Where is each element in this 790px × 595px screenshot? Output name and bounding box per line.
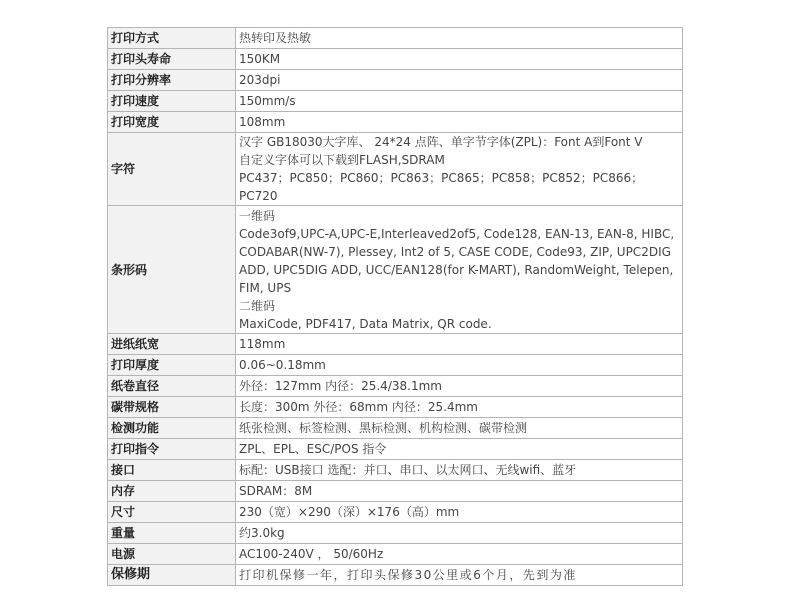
spec-label: 条形码 (108, 206, 236, 334)
spec-value-line: PC437；PC850；PC860；PC863；PC865；PC858；PC852；PC866；PC720 (239, 171, 644, 203)
spec-value-line: 热转印及热敏 (239, 31, 312, 45)
spec-value-line: AC100-240V ， 50/60Hz (239, 547, 384, 561)
spec-row (108, 397, 683, 418)
spec-value (236, 523, 683, 544)
spec-row (108, 355, 683, 376)
spec-label: 保修期 (108, 565, 236, 586)
spec-row (108, 502, 683, 523)
spec-value-line: 108mm (239, 115, 286, 129)
spec-value (236, 418, 683, 439)
spec-value-line: 230（宽）×290（深）×176（高）mm (239, 505, 460, 519)
spec-value (236, 502, 683, 523)
spec-row (108, 334, 683, 355)
spec-value-line: CODABAR(NW-7), Plessey, Int2 of 5, CASE CODE, Code93, ZIP, UPC2DIG (239, 244, 671, 259)
spec-value-line: 纸张检测、标签检测、黑标检测、机构检测、碳带检测 (239, 421, 528, 435)
spec-label: 内存 (108, 481, 236, 502)
spec-value (236, 397, 683, 418)
spec-value-line: 外径：127mm 内径：25.4/38.1mm (239, 379, 442, 393)
spec-value-line: 自定义字体可以下载到FLASH,SDRAM (239, 153, 445, 167)
spec-value (236, 112, 683, 133)
spec-value (236, 334, 683, 355)
spec-label: 尺寸 (108, 502, 236, 523)
spec-value-line: ADD, UPC5DIG ADD, UCC/EAN128(for K-MART), RandomWeight, Telepen, (239, 262, 674, 277)
spec-row (108, 544, 683, 565)
spec-row (108, 439, 683, 460)
spec-value-line: MaxiCode, PDF417, Data Matrix, QR code. (239, 316, 492, 331)
spec-value (236, 355, 683, 376)
spec-value-line: ZPL、EPL、ESC/POS 指令 (239, 442, 387, 456)
spec-value (236, 481, 683, 502)
spec-label: 接口 (108, 460, 236, 481)
spec-label: 重量 (108, 523, 236, 544)
spec-row (108, 481, 683, 502)
spec-label: 打印厚度 (108, 355, 236, 376)
spec-row (108, 523, 683, 544)
spec-row (108, 460, 683, 481)
spec-value-line: 二维码 (239, 298, 276, 313)
spec-row (108, 70, 683, 91)
spec-value-line: FIM, UPS (239, 280, 292, 295)
spec-value-line: 约3.0kg (239, 526, 285, 540)
spec-value-line: 一维码 (239, 208, 276, 223)
spec-value (236, 70, 683, 91)
spec-value (236, 565, 683, 586)
spec-row (108, 133, 683, 206)
spec-label: 打印分辨率 (108, 70, 236, 91)
spec-row (108, 91, 683, 112)
spec-row (108, 206, 683, 334)
spec-value-line: 标配：USB接口 选配：并口、串口、以太网口、无线wifi、蓝牙 (239, 463, 577, 477)
spec-table (107, 27, 683, 586)
spec-value (236, 206, 683, 334)
spec-row (108, 28, 683, 49)
spec-value (236, 376, 683, 397)
spec-value-line: 118mm (239, 337, 286, 351)
spec-value-line: 0.06~0.18mm (239, 358, 326, 372)
spec-label: 打印宽度 (108, 112, 236, 133)
spec-value-line: 150mm/s (239, 94, 296, 108)
spec-label: 碳带规格 (108, 397, 236, 418)
spec-value (236, 439, 683, 460)
spec-row (108, 112, 683, 133)
spec-label: 字符 (108, 133, 236, 206)
spec-label: 进纸纸宽 (108, 334, 236, 355)
spec-value-line: 长度：300m 外径：68mm 内径：25.4mm (239, 400, 478, 414)
spec-value-line: SDRAM：8M (239, 484, 313, 498)
spec-value (236, 544, 683, 565)
spec-row (108, 49, 683, 70)
spec-label: 打印方式 (108, 28, 236, 49)
spec-label: 打印头寿命 (108, 49, 236, 70)
spec-value-line: 203dpi (239, 73, 281, 87)
spec-label: 检测功能 (108, 418, 236, 439)
spec-value-line: 汉字 GB18030大字库、 24*24 点阵、单字节字体(ZPL)：Font A到Font V (239, 135, 643, 149)
spec-value (236, 91, 683, 112)
spec-value-line: 150KM (239, 52, 281, 66)
spec-row (108, 418, 683, 439)
spec-row (108, 376, 683, 397)
spec-value (236, 49, 683, 70)
spec-table-body (108, 28, 683, 586)
spec-value (236, 460, 683, 481)
spec-label: 纸卷直径 (108, 376, 236, 397)
spec-value (236, 28, 683, 49)
spec-label: 电源 (108, 544, 236, 565)
spec-label: 打印速度 (108, 91, 236, 112)
spec-value-line: Code3of9,UPC-A,UPC-E,Interleaved2of5, Code128, EAN-13, EAN-8, HIBC, (239, 226, 675, 241)
spec-label: 打印指令 (108, 439, 236, 460)
spec-value (236, 133, 683, 206)
spec-value-line: 打印机保修一年，打印头保修30公里或6个月，先到为准 (239, 568, 577, 582)
spec-row (108, 565, 683, 586)
